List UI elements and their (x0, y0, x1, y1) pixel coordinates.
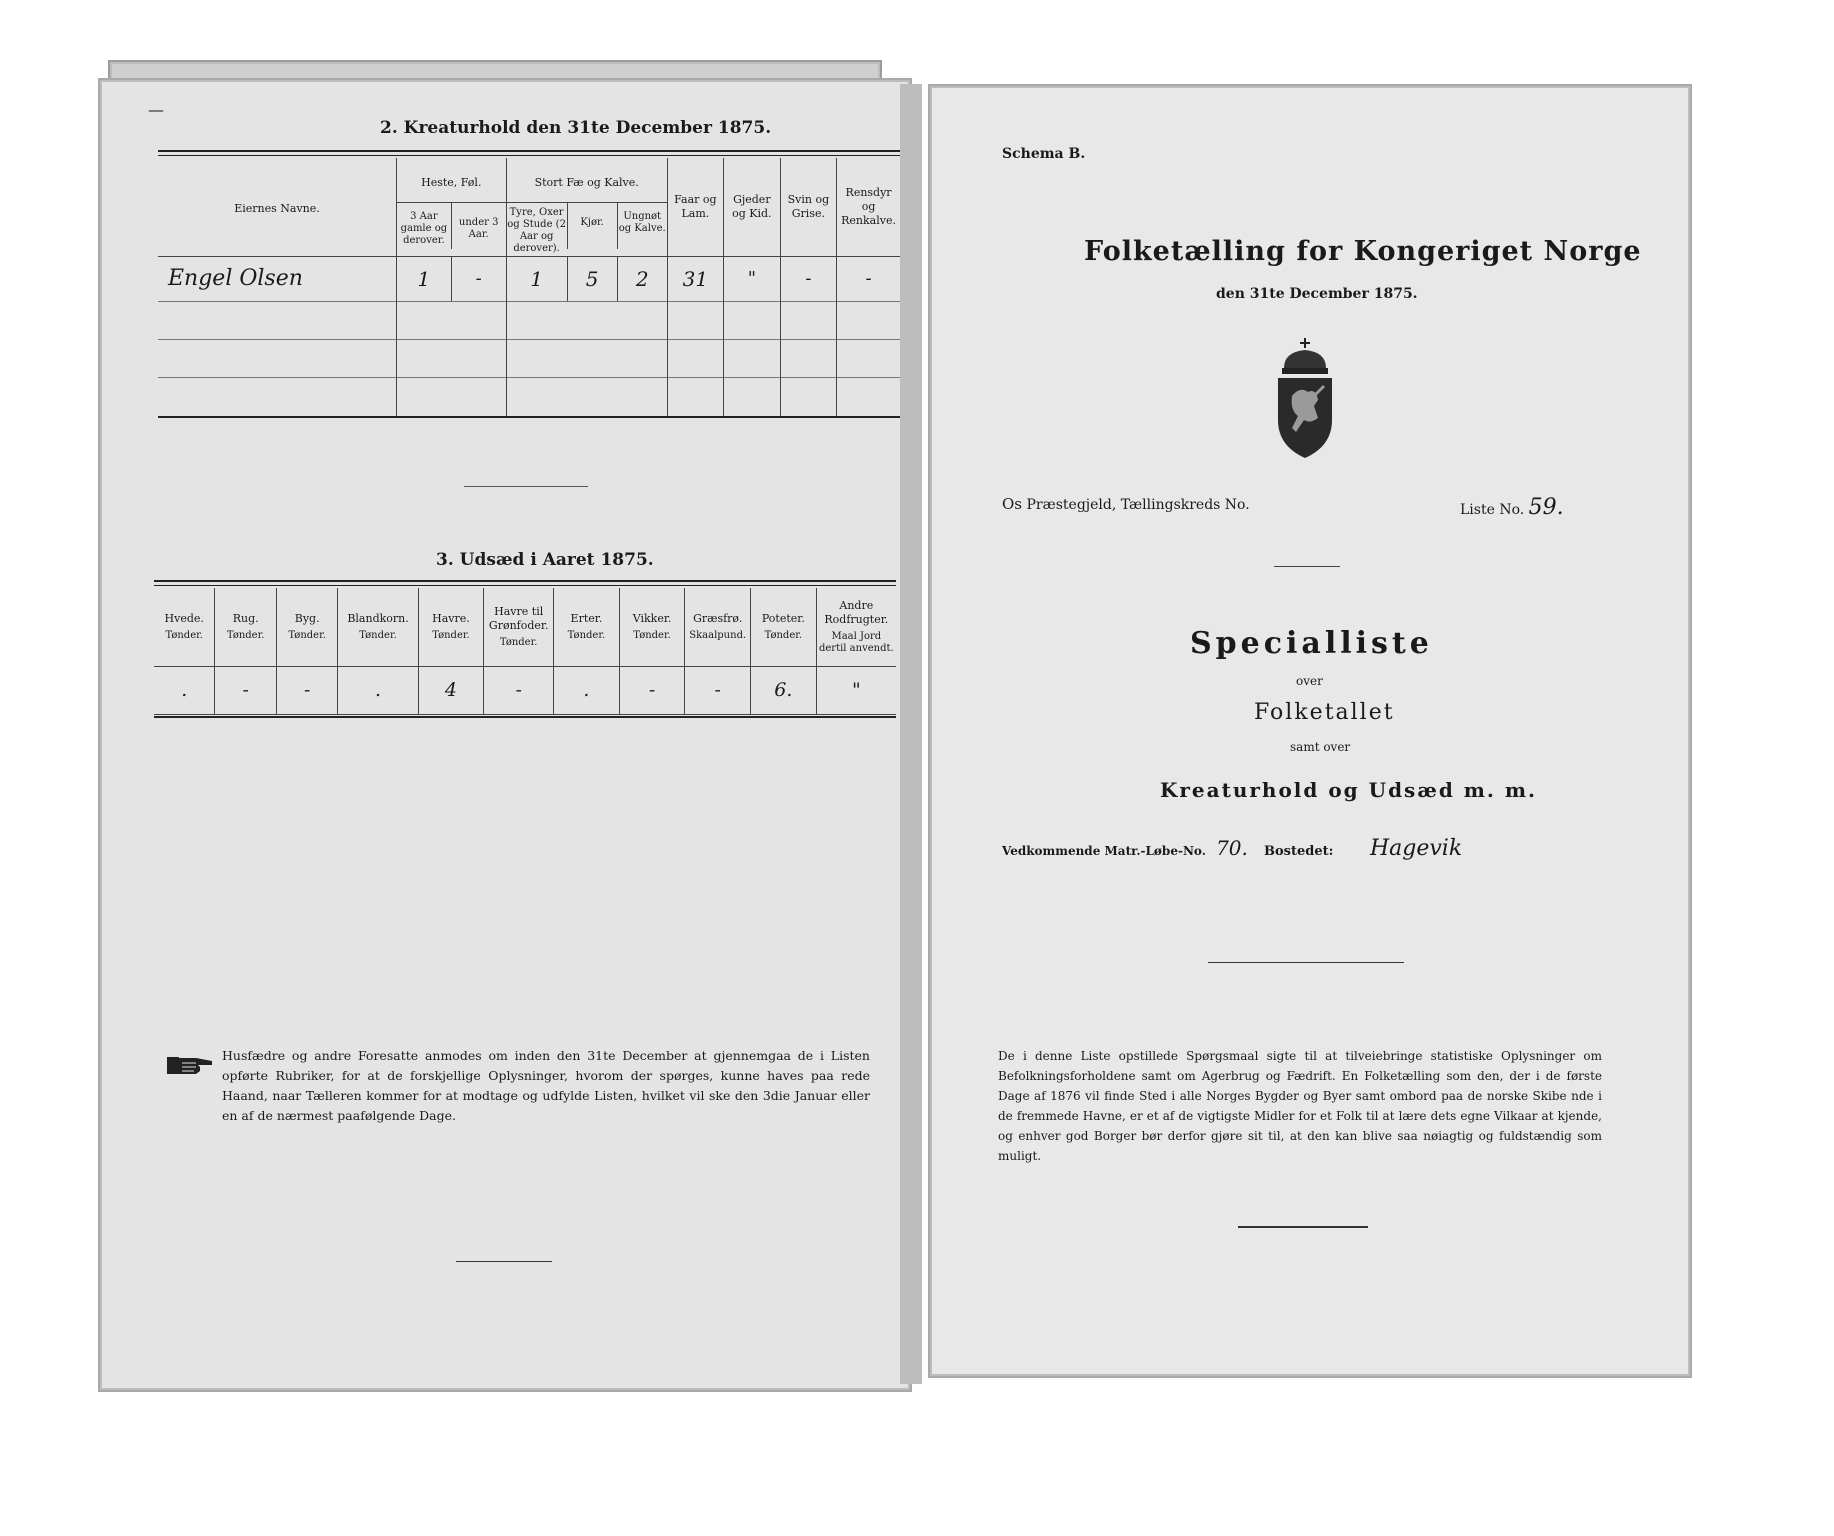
seed-value: - (484, 666, 554, 714)
goats-header: Gjeder og Kid. (732, 192, 772, 220)
cattle-header: Stort Fæ og Kalve. (507, 164, 667, 203)
section-3-title: 3. Udsæd i Aaret 1875. (436, 550, 654, 570)
seed-header-row (154, 588, 896, 666)
table-row (158, 301, 900, 339)
coat-of-arms-icon (1270, 336, 1340, 460)
seed-header-cell (338, 588, 418, 666)
owner-name: Engel Olsen (168, 266, 303, 291)
rule (158, 150, 900, 152)
cattle-cell (506, 256, 667, 301)
seed-value: 6. (751, 666, 817, 714)
seed-header-unit: Skaalpund. (689, 629, 747, 641)
rule (158, 416, 900, 418)
horses-old-value: 1 (397, 257, 452, 301)
cows-header: Kjør. (568, 203, 618, 249)
parish-label: Præstegjeld, Tællingskreds No. (1026, 497, 1250, 513)
seed-header-unit: Tønder. (165, 629, 203, 641)
section-2-title: 2. Kreaturhold den 31te December 1875. (380, 118, 772, 138)
horses-header-cell (396, 158, 506, 256)
seed-value-row (154, 666, 896, 714)
separator (456, 1261, 552, 1262)
goats-header-cell (724, 158, 781, 256)
owner-header: Eiernes Navne. (234, 202, 320, 216)
young-cattle-value: 2 (635, 266, 649, 291)
seed-value: - (685, 666, 751, 714)
rule (158, 155, 900, 156)
list-number: 59. (1528, 495, 1564, 520)
seed-header-label: Rug. (232, 611, 259, 625)
seed-header-label: Hvede. (164, 611, 204, 625)
list-line (1460, 495, 1564, 520)
seed-header-unit: Tønder. (288, 629, 326, 641)
seed-header-label: Erter. (570, 611, 603, 625)
seed-value: . (181, 679, 188, 701)
seed-header-cell (619, 588, 685, 666)
book-spine (900, 84, 922, 1384)
rule (154, 585, 896, 586)
horses-young-value: - (475, 267, 482, 289)
goats-value: " (724, 256, 781, 301)
seed-value: . (338, 666, 418, 714)
matr-number: 70. (1216, 836, 1248, 860)
seed-header-cell (418, 588, 484, 666)
seed-header-label: Havre til Grønfoder. (488, 604, 549, 632)
bostedet-line (1264, 836, 1462, 861)
separator (1238, 1226, 1368, 1228)
schema-label: Schema B. (1002, 146, 1086, 162)
matr-label: Vedkommende Matr.-Løbe-No. (1002, 844, 1206, 858)
seed-header-cell (154, 588, 215, 666)
seed-header-unit: Tønder. (226, 629, 265, 641)
cattle-header-cell (506, 158, 667, 256)
seed-header-label: Blandkorn. (347, 611, 409, 625)
sheep-value: 31 (667, 256, 723, 301)
seed-header-unit: Tønder. (499, 636, 538, 648)
separator (464, 486, 588, 487)
separator (1208, 962, 1404, 963)
seed-header-cell (276, 588, 337, 666)
seed-value: . (554, 666, 620, 714)
seed-header-unit: Maal Jord dertil anvendt. (818, 630, 894, 654)
reindeer-header: Rensdyr og Renkalve. (841, 185, 896, 227)
seed-header-cell (484, 588, 554, 666)
separator (1274, 566, 1340, 567)
sheep-header: Faar og Lam. (674, 192, 717, 220)
bostedet-label: Bostedet: (1264, 844, 1334, 859)
bostedet-value: Hagevik (1369, 836, 1463, 861)
seed-header-cell (685, 588, 751, 666)
rule (154, 580, 896, 582)
seed-header-label: Byg. (294, 611, 320, 625)
folketallet-text: Folketallet (1254, 700, 1395, 725)
main-title: Folketælling for Kongeriget Norge (1084, 236, 1642, 267)
sheep-header-cell (667, 158, 723, 256)
seed-header-cell (816, 588, 896, 666)
table-row (158, 377, 900, 417)
margin-dash: — (148, 100, 164, 119)
kreaturhold-text: Kreaturhold og Udsæd m. m. (1160, 778, 1537, 802)
notice-text: Husfædre og andre Foresatte anmodes om inden den 31te December at gjennemgaa de i Listen opførte Rubriker, for at de forskjellige Oplysninger, hvorom der spørges, kunne haves paa rede Haand, naar Tælleren kommer for at modtage og udfylde Listen, hvilket vil ske den 3die Januar eller en af de nærmest paafølgende Dage. (222, 1048, 870, 1123)
horses-cell (396, 256, 506, 301)
seed-header-label: Havre. (432, 611, 470, 625)
seed-value: 4 (418, 666, 484, 714)
reindeer-value: - (837, 256, 900, 301)
horses-young-header: under 3 Aar. (458, 217, 499, 241)
seed-value: - (276, 666, 337, 714)
seed-header-cell (751, 588, 817, 666)
seed-value: - (215, 666, 276, 714)
seed-header-unit: Tønder. (633, 629, 671, 641)
pigs-header: Svin og Grise. (787, 192, 830, 220)
specialliste-title: Specialliste (1190, 626, 1433, 661)
seed-table (154, 588, 896, 715)
list-label: Liste No. (1460, 502, 1525, 518)
reindeer-header-cell (837, 158, 900, 256)
livestock-table (158, 158, 900, 417)
seed-header-unit: Tønder. (359, 629, 397, 641)
rule (154, 716, 896, 718)
seed-header-cell (554, 588, 620, 666)
info-paragraph: De i denne Liste opstillede Spørgsmaal sigte til at tilveiebringe statistiske Oplysninger om Befolkningsforholdene samt om Agerbrug og Fædrift. En Folketælling som den, der i de første Dage af 1876 vil finde Sted i alle Norges Bygder og Byer samt ombord paa de norske Skibe nde i de fremmede Havne, er et af de vigtigste Midler for et Folk til at lære dets egne Vilkaar at kjende, og enhver god Borger bør derfor gjøre sit til, at den kan blive saa nøiagtig og fuldstændig som muligt. (998, 1049, 1602, 1163)
seed-value: " (816, 666, 896, 714)
table-row (158, 256, 900, 301)
seed-header-cell (215, 588, 276, 666)
table-row (158, 339, 900, 377)
over-text-1: over (1296, 674, 1323, 688)
parish-line (1002, 495, 1250, 513)
seed-header-label: Poteter. (761, 611, 805, 625)
date-subtitle: den 31te December 1875. (1216, 286, 1418, 302)
matr-line (1002, 836, 1248, 860)
right-page (928, 84, 1692, 1378)
seed-header-label: Græsfrø. (693, 611, 743, 625)
owner-cell (158, 256, 396, 301)
owner-header-cell (158, 158, 396, 256)
seed-value: - (619, 666, 685, 714)
seed-header-label: Vikker. (632, 611, 672, 625)
pigs-value: - (780, 256, 836, 301)
young-cattle-header: Ungnøt og Kalve. (618, 211, 666, 235)
seed-header-unit: Tønder. (432, 629, 470, 641)
seed-header-label: Andre Rodfrugter. (824, 598, 889, 626)
horses-old-header: 3 Aar gamle og derover. (397, 203, 452, 249)
cows-value: 5 (568, 257, 618, 301)
oxen-header: Tyre, Oxer og Stude (2 Aar og derover). (507, 203, 568, 249)
pigs-header-cell (780, 158, 836, 256)
pointing-hand-icon (166, 1052, 216, 1078)
oxen-value: 1 (507, 257, 568, 301)
horses-header: Heste, Føl. (397, 164, 506, 203)
samt-over-text: samt over (1290, 740, 1351, 754)
seed-header-unit: Tønder. (764, 629, 803, 641)
seed-header-unit: Tønder. (567, 629, 606, 641)
parish-name: Os (1002, 495, 1022, 513)
